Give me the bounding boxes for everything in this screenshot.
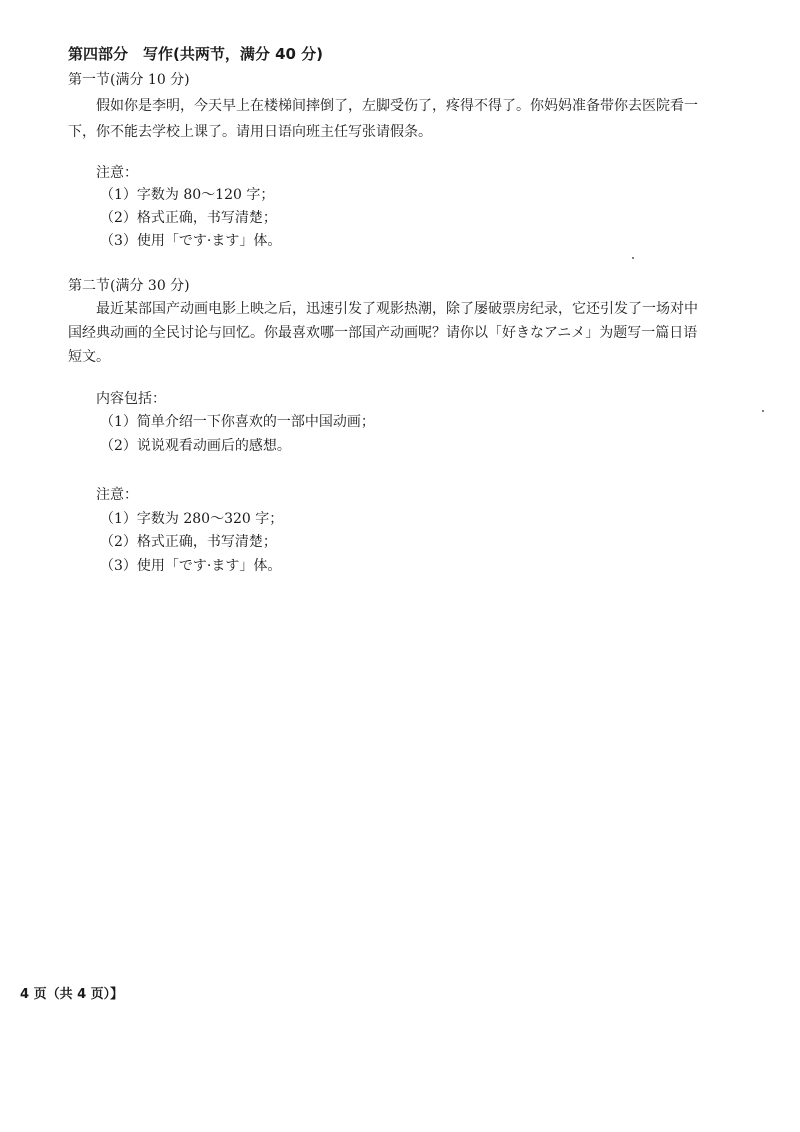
section2-note-item: （3）使用「です·ます」体。 bbox=[100, 558, 282, 574]
section2-content-item: （1）简单介绍一下你喜欢的一部中国动画； bbox=[100, 414, 375, 430]
page-footer: 4 页（共 4 页）】 bbox=[20, 987, 124, 1002]
section1-heading: 第一节(满分 10 分) bbox=[68, 72, 190, 88]
section1-note-item: （2）格式正确，书写清楚； bbox=[100, 210, 277, 226]
section1-prompt-line1: 假如你是李明，今天早上在楼梯间摔倒了，左脚受伤了，疼得不得了。你妈妈准备带你去医院看一 bbox=[96, 98, 698, 114]
section2-heading: 第二节(满分 30 分) bbox=[68, 278, 190, 294]
section2-note-item: （2）格式正确，书写清楚； bbox=[100, 534, 277, 550]
section2-prompt-line3: 短文。 bbox=[68, 349, 110, 365]
section2-prompt-line1: 最近某部国产动画电影上映之后，迅速引发了观影热潮，除了屡破票房纪录，它还引发了一场对中 bbox=[96, 301, 698, 317]
section2-notes-label: 注意： bbox=[96, 487, 138, 503]
part-title: 第四部分 写作(共两节，满分 40 分) bbox=[68, 45, 324, 63]
section2-note-item: （1）字数为 280～320 字； bbox=[100, 511, 284, 527]
section1-prompt-line2: 下，你不能去学校上课了。请用日语向班主任写张请假条。 bbox=[68, 124, 432, 140]
section1-note-item: （3）使用「です·ます」体。 bbox=[100, 233, 282, 249]
scan-speck bbox=[762, 410, 764, 412]
scan-speck bbox=[632, 257, 634, 259]
section2-content-label: 内容包括： bbox=[96, 391, 166, 407]
section1-note-item: （1）字数为 80～120 字； bbox=[100, 187, 275, 203]
section1-notes-label: 注意： bbox=[96, 165, 138, 181]
section2-prompt-line2: 国经典动画的全民讨论与回忆。你最喜欢哪一部国产动画呢？请你以「好きなアニメ」为题写一篇日语 bbox=[68, 325, 698, 341]
section2-content-item: （2）说说观看动画后的感想。 bbox=[100, 438, 291, 454]
